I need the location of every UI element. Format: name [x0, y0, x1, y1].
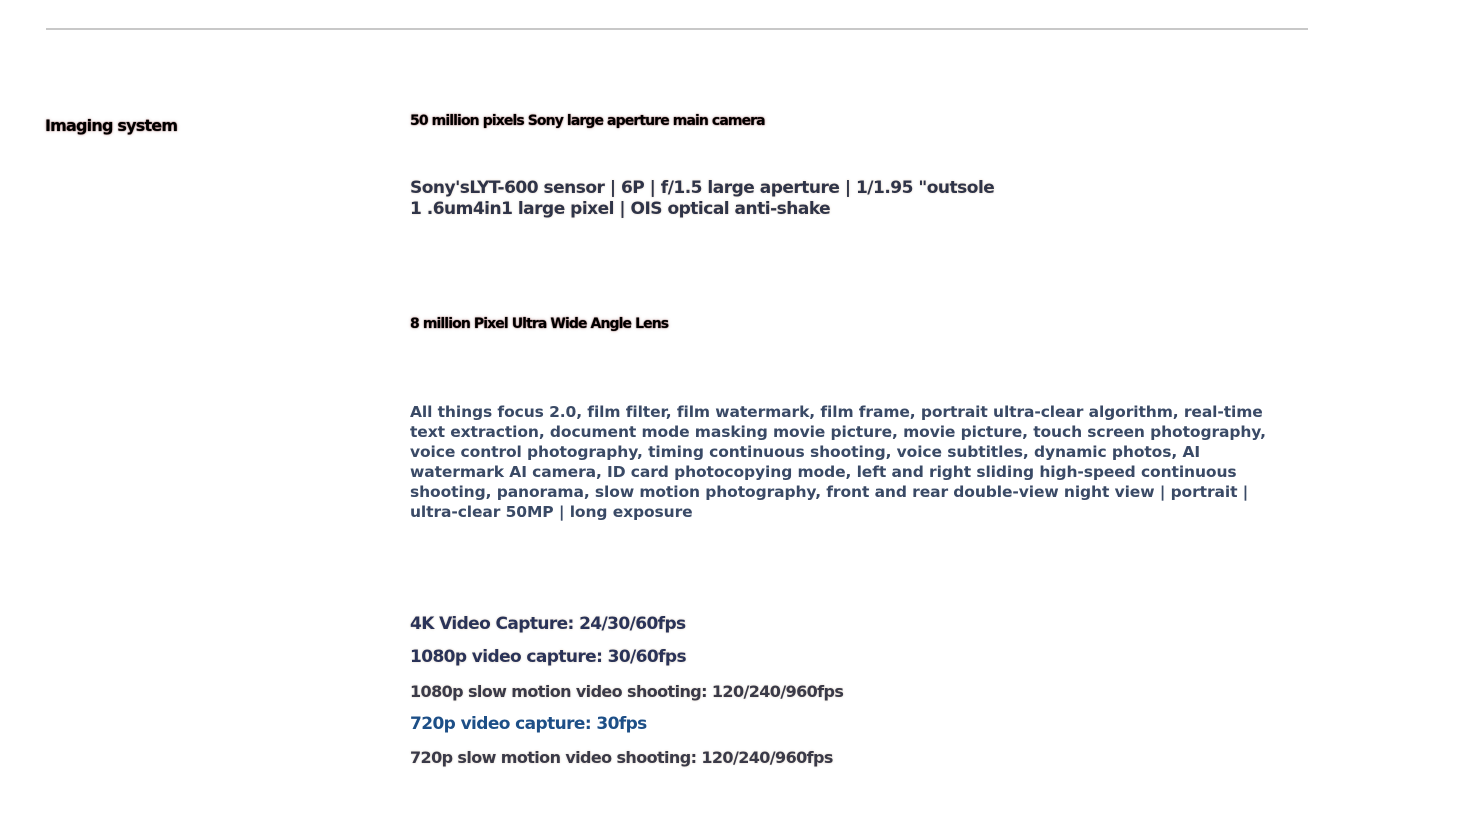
video-spec-4k: 4K Video Capture: 24/30/60fps — [410, 614, 686, 634]
video-spec-1080p-slow-motion: 1080p slow motion video shooting: 120/240/960fps — [410, 682, 844, 701]
main-camera-detail: Sony'sLYT-600 sensor | 6P | f/1.5 large aperture | 1/1.95 "outsole 1 .6um4in1 large pixel | OIS optical anti-shake — [410, 178, 995, 219]
main-camera-title: 50 million pixels Sony large aperture main camera — [410, 113, 765, 129]
section-label-imaging-system: Imaging system — [45, 116, 178, 135]
video-spec-1080p: 1080p video capture: 30/60fps — [410, 647, 686, 667]
camera-features-paragraph: All things focus 2.0, film filter, film watermark, film frame, portrait ultra-clear algorithm, real-time text extraction, document mode masking movie picture, movie picture, touch screen photography, voice control photography, timing continuous shooting, voice subtitles, dynamic photos, AI watermark AI camera, ID card photocopying mode, left and right sliding high-speed continuous shooting, panorama, slow motion photography, front and rear double-view night view | portrait | ultra-clear 50MP | long exposure — [410, 403, 1266, 521]
video-spec-720p-slow-motion: 720p slow motion video shooting: 120/240/960fps — [410, 748, 833, 767]
top-divider — [46, 28, 1308, 30]
video-spec-720p: 720p video capture: 30fps — [410, 714, 647, 734]
ultra-wide-title: 8 million Pixel Ultra Wide Angle Lens — [410, 316, 669, 332]
